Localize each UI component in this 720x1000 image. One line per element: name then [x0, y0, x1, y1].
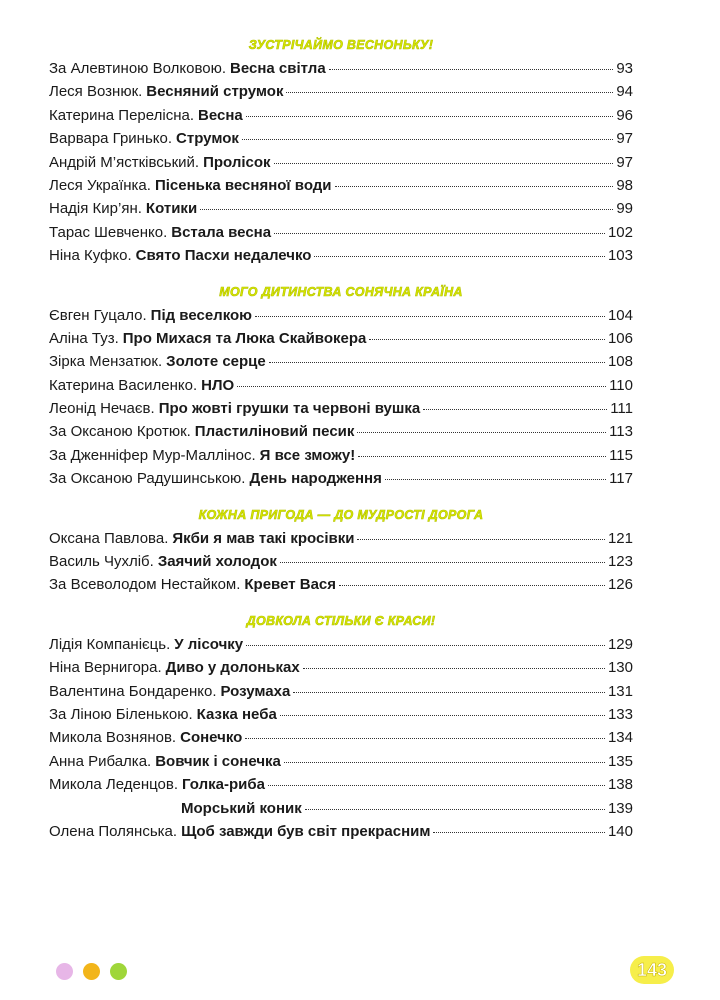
entry-page-number: 93: [616, 60, 633, 77]
entry-author: Євген Гуцало.: [49, 306, 147, 324]
entry-page-number: 123: [607, 553, 633, 571]
entry-title: Встала весна: [171, 223, 272, 241]
entry-author: Леонід Нечаєв.: [49, 400, 155, 418]
entry-page-number: 96: [616, 106, 633, 124]
entry-author: Микола Вознянов.: [49, 729, 177, 747]
entry-author: Катерина Перелісна.: [49, 106, 194, 124]
entry-title: Пролісок: [203, 153, 271, 171]
entry-author: За Ліною Біленькою.: [49, 705, 193, 723]
dot-leader: [329, 69, 614, 70]
entry-author: Зірка Мензатюк.: [49, 353, 163, 371]
dot-leader: [369, 339, 605, 340]
entry-title: Заячий холодок: [157, 553, 277, 571]
entry-title: Весна світла: [230, 60, 326, 77]
entry-title: Якби я мав такі кросівки: [172, 529, 355, 547]
entry-page-number: 113: [609, 423, 633, 441]
entry-author: Андрій М’ястківський.: [49, 153, 200, 171]
entry-title: Сонечко: [180, 729, 243, 747]
toc-entry[interactable]: [49, 706, 633, 729]
toc-entry[interactable]: [49, 823, 633, 846]
dot-leader: [246, 116, 614, 117]
section-title: ДОВКОЛА СТІЛЬКИ Є КРАСИ!: [246, 613, 436, 628]
section-title: КОЖНА ПРИГОДА — ДО МУДРОСТІ ДОРОГА: [198, 507, 484, 522]
toc-entry[interactable]: [49, 753, 633, 776]
entry-title: Золоте серце: [166, 353, 266, 371]
entry-page-number: 140: [607, 822, 633, 840]
entry-title: Пісенька весняної води: [154, 176, 332, 194]
decorative-dot-icon: [83, 963, 100, 980]
dot-leader: [255, 316, 605, 317]
entry-author: Василь Чухліб.: [49, 553, 154, 571]
entry-title: Казка неба: [196, 705, 277, 723]
entry-page-number: 133: [607, 705, 633, 723]
entry-title: Вовчик і сонечка: [155, 752, 281, 770]
toc-section: [49, 504, 633, 600]
entry-author: Ніна Куфко.: [49, 247, 132, 265]
toc-entry[interactable]: [49, 200, 633, 223]
decorative-dot-icon: [56, 963, 73, 980]
entry-page-number: 104: [607, 306, 633, 324]
entry-page-number: 110: [609, 376, 633, 394]
entry-author: Леся Українка.: [49, 176, 151, 194]
entry-author: За Алевтиною Волковою.: [49, 60, 227, 77]
dot-leader: [357, 432, 606, 433]
decorative-dot-icon: [110, 963, 127, 980]
entry-page-number: 99: [616, 200, 633, 218]
dot-leader: [433, 832, 605, 833]
entry-author: Ніна Вернигора.: [49, 659, 162, 677]
dot-leader: [284, 762, 605, 763]
entry-author: Лідія Компанієць.: [49, 635, 171, 653]
entry-page-number: 97: [616, 130, 633, 148]
dot-leader: [268, 785, 605, 786]
entry-page-number: 97: [616, 153, 633, 171]
table-of-contents: [49, 34, 633, 856]
toc-section: [49, 610, 633, 847]
entry-title: Струмок: [176, 130, 239, 148]
entry-title: Розумаха: [220, 682, 291, 700]
entry-page-number: 126: [607, 576, 633, 594]
dot-leader: [314, 256, 605, 257]
toc-entry[interactable]: [49, 330, 633, 353]
toc-entry[interactable]: [49, 353, 633, 376]
entry-title: Весняний струмок: [146, 83, 284, 101]
entry-author: За Дженніфер Мур-Маллінос.: [49, 446, 256, 464]
toc-entry[interactable]: [49, 553, 633, 576]
entry-author: Олена Полянська.: [49, 822, 178, 840]
toc-entry[interactable]: [49, 130, 633, 153]
dot-leader: [423, 409, 607, 410]
entry-author: Леся Вознюк.: [49, 83, 143, 101]
entry-author: Катерина Василенко.: [49, 376, 198, 394]
dot-leader: [357, 539, 604, 540]
entry-author: Микола Леденцов.: [49, 776, 179, 794]
entry-author: Аліна Туз.: [49, 329, 119, 347]
entry-title: Голка-риба: [182, 776, 265, 794]
dot-leader: [237, 386, 606, 387]
toc-entry[interactable]: [49, 729, 633, 752]
dot-leader: [303, 668, 605, 669]
dot-leader: [305, 809, 605, 810]
entry-title: Про Михася та Люка Скайвокера: [122, 329, 367, 347]
toc-entry[interactable]: [49, 447, 633, 470]
dot-leader: [358, 456, 606, 457]
toc-entry[interactable]: [49, 423, 633, 446]
entry-page-number: 98: [616, 176, 633, 194]
entry-page-number: 106: [607, 329, 633, 347]
section-title: МОГО ДИТИНСТВА СОНЯЧНА КРАЇНА: [219, 284, 463, 299]
dot-leader: [335, 186, 614, 187]
dot-leader: [274, 233, 605, 234]
dot-leader: [242, 139, 613, 140]
decorative-dots: [56, 963, 127, 980]
dot-leader: [246, 645, 605, 646]
dot-leader: [280, 715, 605, 716]
dot-leader: [286, 92, 613, 93]
entry-title: День народження: [249, 470, 382, 488]
entry-author: Надія Кир’ян.: [49, 200, 142, 218]
entry-page-number: 130: [607, 659, 633, 677]
entry-page-number: 121: [607, 529, 633, 547]
entry-author: Тарас Шевченко.: [49, 223, 168, 241]
entry-author: Анна Рибалка.: [49, 752, 152, 770]
section-title: ЗУСТРІЧАЙМО ВЕСНОНЬКУ!: [248, 38, 434, 52]
entry-title: Весна: [198, 106, 243, 124]
toc-entries: [49, 60, 633, 271]
dot-leader: [269, 362, 605, 363]
entry-title: Диво у долоньках: [165, 659, 300, 677]
entry-title: Котики: [145, 200, 198, 218]
toc-entries: [49, 636, 633, 847]
dot-leader: [274, 163, 614, 164]
toc-entry[interactable]: [49, 400, 633, 423]
page-number-badge: 143: [630, 956, 674, 984]
entry-title: Пластиліновий песик: [194, 423, 355, 441]
toc-entry[interactable]: [49, 177, 633, 200]
entry-author: Валентина Бондаренко.: [49, 682, 217, 700]
toc-entry[interactable]: [49, 470, 633, 493]
entry-title: Про жовті грушки та червоні вушка: [158, 400, 421, 418]
entry-page-number: 108: [607, 353, 633, 371]
toc-entry[interactable]: [49, 530, 633, 553]
entry-page-number: 134: [607, 729, 633, 747]
entry-page-number: 135: [607, 752, 633, 770]
toc-entry[interactable]: [49, 800, 633, 823]
entry-page-number: 94: [616, 83, 633, 101]
toc-entry[interactable]: [49, 83, 633, 106]
entry-author: Оксана Павлова.: [49, 529, 169, 547]
toc-entry[interactable]: [49, 224, 633, 247]
dot-leader: [293, 692, 605, 693]
entry-page-number: 131: [607, 682, 633, 700]
toc-entry[interactable]: [49, 683, 633, 706]
entry-title: Під веселкою: [150, 306, 252, 324]
toc-section: [49, 34, 633, 271]
toc-entry[interactable]: [49, 107, 633, 130]
toc-entry[interactable]: [49, 307, 633, 330]
toc-entries: [49, 307, 633, 494]
entry-author: За Оксаною Кротюк.: [49, 423, 191, 441]
entry-title: Кревет Вася: [244, 576, 337, 594]
dot-leader: [280, 562, 605, 563]
dot-leader: [200, 209, 613, 210]
toc-entry[interactable]: [49, 247, 633, 270]
entry-title: Свято Пасхи недалечко: [135, 247, 312, 265]
entry-author: За Оксаною Радушинською.: [49, 470, 246, 488]
entry-page-number: 138: [607, 776, 633, 794]
toc-entries: [49, 530, 633, 600]
dot-leader: [385, 479, 606, 480]
dot-leader: [339, 585, 605, 586]
entry-title: Морський коник: [181, 799, 302, 817]
toc-entry[interactable]: [49, 60, 633, 83]
toc-section: [49, 281, 633, 494]
entry-title: Я все зможу!: [259, 446, 356, 464]
toc-entry[interactable]: [49, 154, 633, 177]
toc-entry[interactable]: [49, 659, 633, 682]
entry-page-number: 139: [607, 799, 633, 817]
entry-author: Варвара Гринько.: [49, 130, 173, 148]
entry-title: У лісочку: [174, 635, 244, 653]
toc-entry[interactable]: [49, 776, 633, 799]
entry-page-number: 102: [607, 223, 633, 241]
entry-title: Щоб завжди був світ прекрасним: [181, 822, 431, 840]
toc-entry[interactable]: [49, 377, 633, 400]
dot-leader: [245, 738, 605, 739]
toc-entry[interactable]: [49, 636, 633, 659]
entry-page-number: 129: [607, 635, 633, 653]
toc-entry[interactable]: [49, 576, 633, 599]
entry-page-number: 103: [607, 247, 633, 265]
entry-page-number: 111: [610, 400, 633, 418]
entry-title: НЛО: [201, 376, 235, 394]
entry-page-number: 117: [609, 470, 633, 488]
entry-page-number: 115: [609, 446, 633, 464]
entry-author: За Всеволодом Нестайком.: [49, 576, 241, 594]
